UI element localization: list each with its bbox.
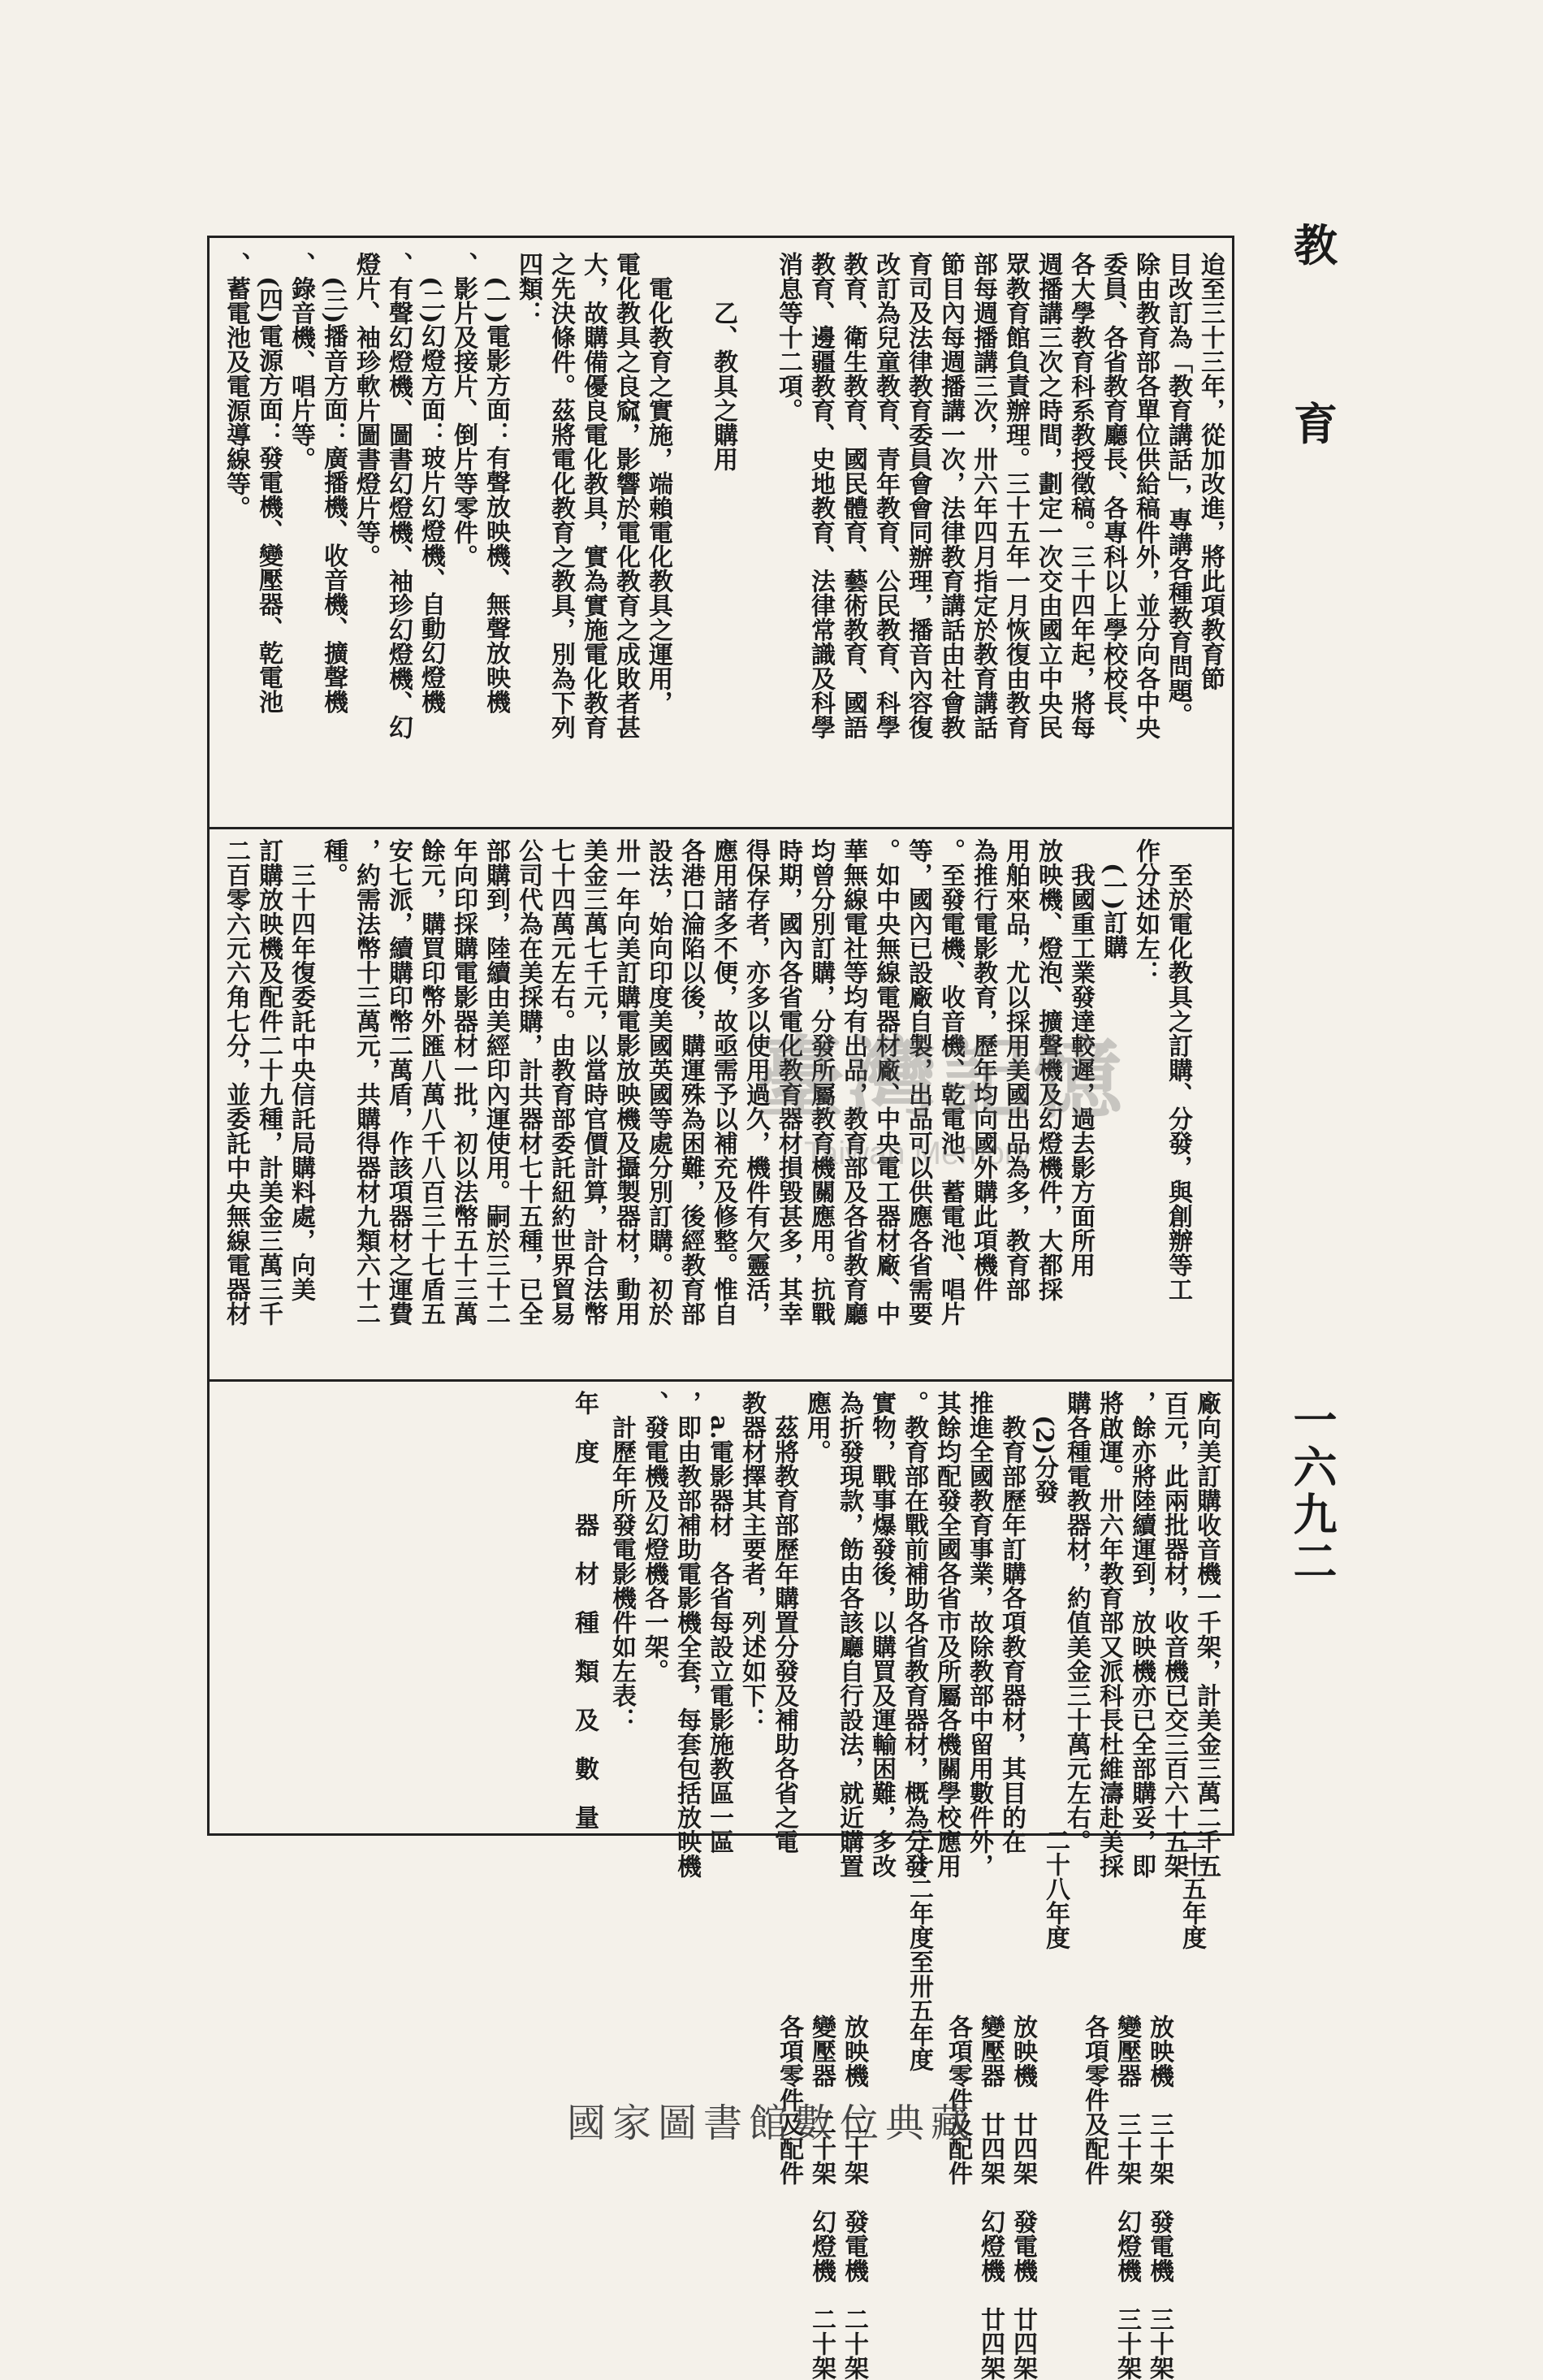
bottom-prose-text: 廠向美訂購收音機一千架，計美金三萬二千五 百元，此兩批器材，收音機已交三百六十五架 ，餘亦將陸續運到，放映機亦已全部購妥，即 將啟運。卅六年教育部又派科長杜維濤赴美採 購各種電教器材，約值美金三十萬元左右。 (2)分發 教育部歷年訂購各項教育器材，其目的在 推進全國教育事業，故除教部中留用數件外， 其餘均配發全國各省市及所屬各機關學校應用 。教育部在戰前補助各省教育器材，概為分發 實物，戰事爆發後，以購買及運輸困難，多改 為折發現款，飭由各該廳自行設法，就近購置 應用。 茲將教育部歷年購置分發及補助各省之電 教器材擇其主要者，列述如下： a.電影器材 各省每設立電影施教區一區 ，即由教部補助電影機全套，每套包括放映機 、發電機及幻燈機各一架。 計歷年所發電影機件如左表： [607,1391,1221,1878]
table-row [1078,1828,1208,2380]
table-items: 放映機 三十架 發電機 三十架 變壓器 三十架 幻燈機 三十架 各項零件及配件 [1080,2014,1173,2380]
middle-section-text: 至於電化教具之訂購、分發，與創辦等工 作分述如左： (一)訂購 我國重工業發達較遲，過去影方面所用 放映機、燈泡、擴聲機及幻燈機件，大都採 用舶來品，尤以採用美國出品為多，教育部 為推行電影教育，歷年均向國外購此項機件 。至發電機、收音機、乾電池、蓄電池、唱片 等，國內已設廠自製，出品可以供應各省需要 。如中央無線電器材廠、中央電工器材廠、中 華無線電社等均有出品，教育部及各省教育廳 均曾分別訂購，分發所屬教育機關應用。抗戰 時期，國內各省電化教育器材損毀甚多，其幸 得保存者，亦多以使用過久，機件有欠靈活， 應用諸多不便，故亟需予以補充及修整。惟自 各港口淪陷以後，購運殊為困難，後經教育部 設法，始向印度美國英國等處分別訂購。初於 卅一年向美訂購電影放映機及攝製器材，動用 美金三萬七千元，以當時官價計算，計合法幣 七十四萬元左右。由教育部委託紐約世界貿易 公司代為在美採購，計共器材七十五種，已全 部購到，陸續由美經印內運使用。嗣於三十二 年向印採購電影器材一批，初以法幣五十三萬 餘元，購買印幣外匯八萬八千八百三十七盾五 安七派，續購印幣二萬盾，作該項器材之運費 ，約需法幣十三萬元，共購得器材九類六十二 種。 三十四年復委託中央信託局購料處，向美 訂購放映機及配件二十九種，計美金三萬三千 二百零六元六角七分，並委託中央無線電器材 [222,838,1192,1326]
table-year: 二十五年度 [1178,1828,1206,1949]
table-items: 放映機 廿四架 發電機 廿四架 變壓器 廿四架 幻燈機 廿四架 各項零件及配件 [944,2014,1037,2380]
table-row [941,1828,1071,2380]
header-char: 教 [1294,219,1338,271]
table-year: 二十八年度 [1041,1828,1070,1949]
footer: 國家圖書館數位典藏 [566,2101,976,2146]
top-section-text: 迨至三十三年，從加改進，將此項教育節 目改訂為「教育講話」，專講各種教育問題。 除由教育部各單位供給稿件外，並分向各中央 委員、各省教育廳長、各專科以上學校校長、 各大學教育科系教授徵稿。三十四年起，將每 週播講三次之時間，劃定一次交由國立中央民 眾教育館負責辦理。三十五年一月恢復由教育 部每週播講三次，卅六年四月指定於教育講話 節目內每週播講一次，法律教育講話由社會教 育司及法律教育委員會會同辦理，播音內容復 改訂為兒童教育、青年教育、公民教育、科學 教育、衛生教育、國民體育、藝術教育、國語 教育、邊疆教育、史地教育、法律常識及科學 消息等十二項。 乙、教具之購用 電化教育之實施，端賴電化教具之運用， 電化教具之良窳，影響於電化教育之成敗者甚 大，故購備優良電化教具，實為實施電化教育 之先決條件。茲將電化教育之教具，別為下列 四類： (一)電影方面：有聲放映機、無聲放映機 、影片及接片、倒片等零件。 (二)幻燈方面：玻片幻燈機、自動幻燈機 、有聲幻燈機、圖書幻燈機、袖珍幻燈機、幻 燈片、袖珍軟片圖書燈片等。 (三)播音方面：廣播機、收音機、擴聲機 、錄音機、唱片等。 (四)電源方面：發電機、變壓器、乾電池 、蓄電池及電源導線等。 [222,252,1225,739]
watermark-chinese: 臺灣記憶 [755,1026,1126,1131]
watermark [755,1007,1210,1194]
divider [207,827,1234,829]
watermark-english: Taiwan Memory [804,1136,1032,1171]
table-header: 年 度 器 材 種 類 及 數 量 [570,1391,599,1829]
header-char: 育 [1294,398,1338,450]
divider [207,1379,1234,1382]
table-row [772,1828,935,2380]
table-year: 三十二年度至卅五年度 [905,1828,933,2071]
equipment-table [772,1828,1214,2380]
top-section [219,252,1225,820]
page-number: 一六九二 [1286,1397,1338,1586]
page-header [1267,195,1364,520]
table-items: 放映機 二十架 發電機 二十架 變壓器 二十架 幻燈機 二十架 各項零件及配件 [775,2014,868,2380]
